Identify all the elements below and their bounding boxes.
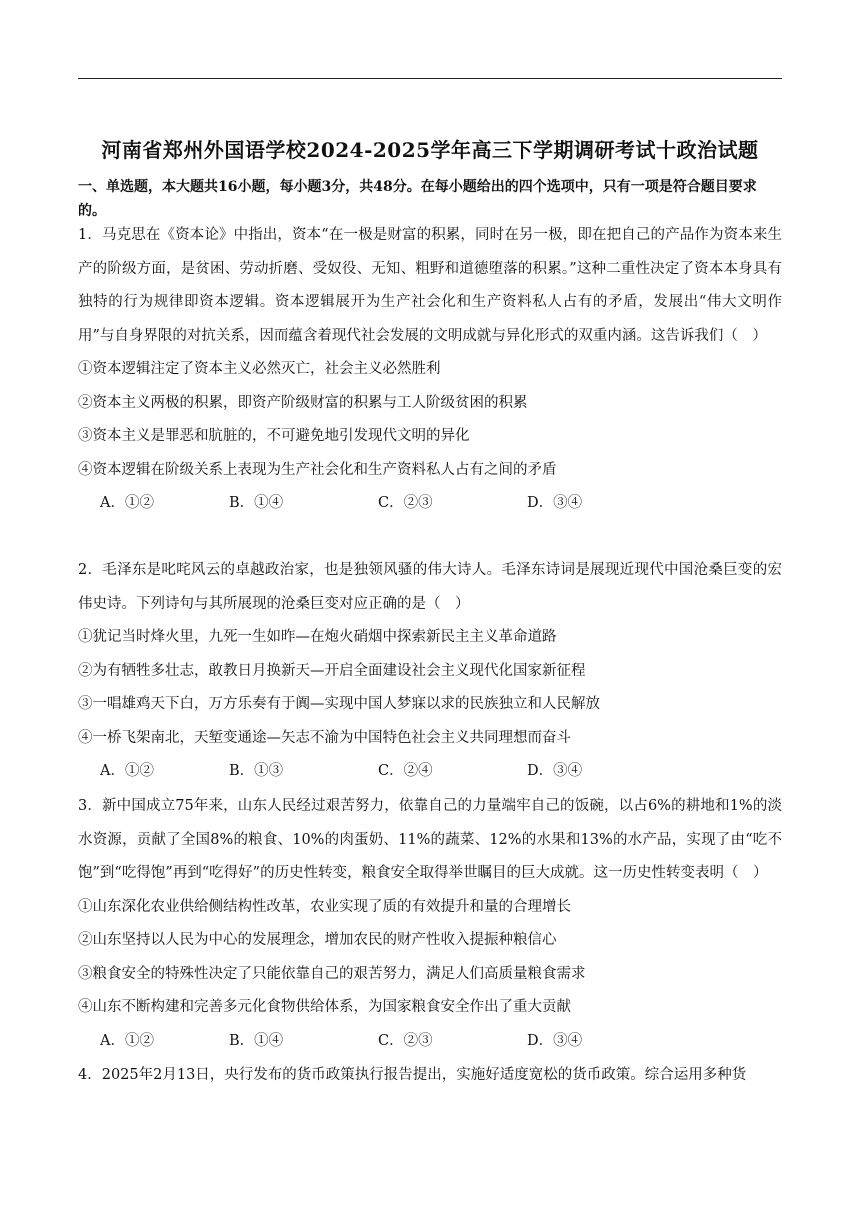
question-stem: 4．2025年2月13日，央行发布的货币政策执行报告提出，实施好适度宽松的货币政策。综合运用多种货 — [78, 1067, 747, 1083]
option-c: C．②④ — [378, 763, 433, 779]
option-b: B．①④ — [229, 1032, 284, 1049]
statement: ②山东坚持以人民为中心的发展理念，增加农民的财产性收入提振种粮信心 — [78, 932, 557, 948]
statement: ①山东深化农业供给侧结构性改革，农业实现了质的有效提升和量的合理增长 — [78, 898, 571, 915]
option-a: A．①② — [100, 763, 154, 779]
question-stem: 2．毛泽东是叱咤风云的卓越政治家，也是独领风骚的伟大诗人。毛泽东诗词是展现近现代中国沧桑巨变的宏伟史诗。下列诗句与其所展现的沧桑巨变对应正确的是（ ） — [78, 562, 782, 612]
question-4 — [78, 1059, 782, 1093]
question-2 — [78, 554, 782, 789]
section-instructions: 一、单选题，本大题共16小题，每小题3分，共48分。在每小题给出的四个选项中，只有一项是符合题目要求的。 — [78, 179, 757, 219]
option-d: D．③④ — [527, 1032, 583, 1049]
question-3 — [78, 790, 782, 1058]
question-stem: 1．马克思在《资本论》中指出，资本“在一极是财富的积累，同时在另一极，即在把自己的产品作为资本来生产的阶级方面，是贫困、劳动折磨、受奴役、无知、粗野和道德堕落的积累。”这种二重性决定了资本本身具有独特的行为规律即资本逻辑。资本逻辑展开为生产社会化和生产资料私人占有的矛盾，发展出“伟大文明作用”与自身界限的对抗关系，因而蕴含着现代社会发展的文明成就与异化形式的双重内涵。这告诉我们（ ） — [78, 227, 782, 344]
statement: ④资本逻辑在阶级关系上表现为生产社会化和生产资料私人占有之间的矛盾 — [78, 461, 557, 478]
answer-options — [78, 755, 782, 789]
statement: ④一桥飞架南北，天堑变通途—矢志不渝为中国特色社会主义共同理想而奋斗 — [78, 729, 571, 746]
answer-options — [78, 487, 782, 521]
header-rule — [78, 78, 782, 79]
statement: ①资本逻辑注定了资本主义必然灭亡，社会主义必然胜利 — [78, 361, 441, 377]
question-1 — [78, 219, 782, 521]
statement: ④山东不断构建和完善多元化食物供给体系，为国家粮食安全作出了重大贡献 — [78, 999, 571, 1015]
statement: ②资本主义两极的积累，即资产阶级财富的积累与工人阶级贫困的积累 — [78, 394, 528, 411]
option-b: B．①③ — [229, 763, 284, 779]
answer-options — [78, 1025, 782, 1059]
statement: ③一唱雄鸡天下白，万方乐奏有于阗—实现中国人梦寐以求的民族独立和人民解放 — [78, 696, 600, 712]
option-d: D．③④ — [527, 495, 583, 511]
statement: ③资本主义是罪恶和肮脏的，不可避免地引发现代文明的异化 — [78, 428, 470, 444]
option-c: C．②③ — [378, 1032, 433, 1049]
statement: ①犹记当时烽火里，九死一生如昨—在炮火硝烟中探索新民主主义革命道路 — [78, 629, 557, 645]
statement: ③粮食安全的特殊性决定了只能依靠自己的艰苦努力，满足人们高质量粮食需求 — [78, 965, 586, 982]
option-d: D．③④ — [527, 763, 583, 779]
statement: ②为有牺牲多壮志，敢教日月换新天—开启全面建设社会主义现代化国家新征程 — [78, 662, 586, 679]
option-c: C．②③ — [378, 495, 433, 511]
option-b: B．①④ — [229, 495, 284, 511]
exam-title: 河南省郑州外国语学校2024-2025学年高三下学期调研考试十政治试题 — [101, 138, 759, 162]
option-a: A．①② — [100, 1032, 154, 1049]
option-a: A．①② — [100, 495, 154, 511]
question-stem: 3．新中国成立75年来，山东人民经过艰苦努力，依靠自己的力量端牢自己的饭碗，以占6%的耕地和1%的淡水资源，贡献了全国8%的粮食、10%的肉蛋奶、11%的蔬菜、12%的水果和13%的水产品，实现了由“吃不饱”到“吃得饱”再到“吃得好”的历史性转变，粮食安全取得举世瞩目的巨大成就。这一历史性转变表明（ ） — [78, 798, 782, 881]
